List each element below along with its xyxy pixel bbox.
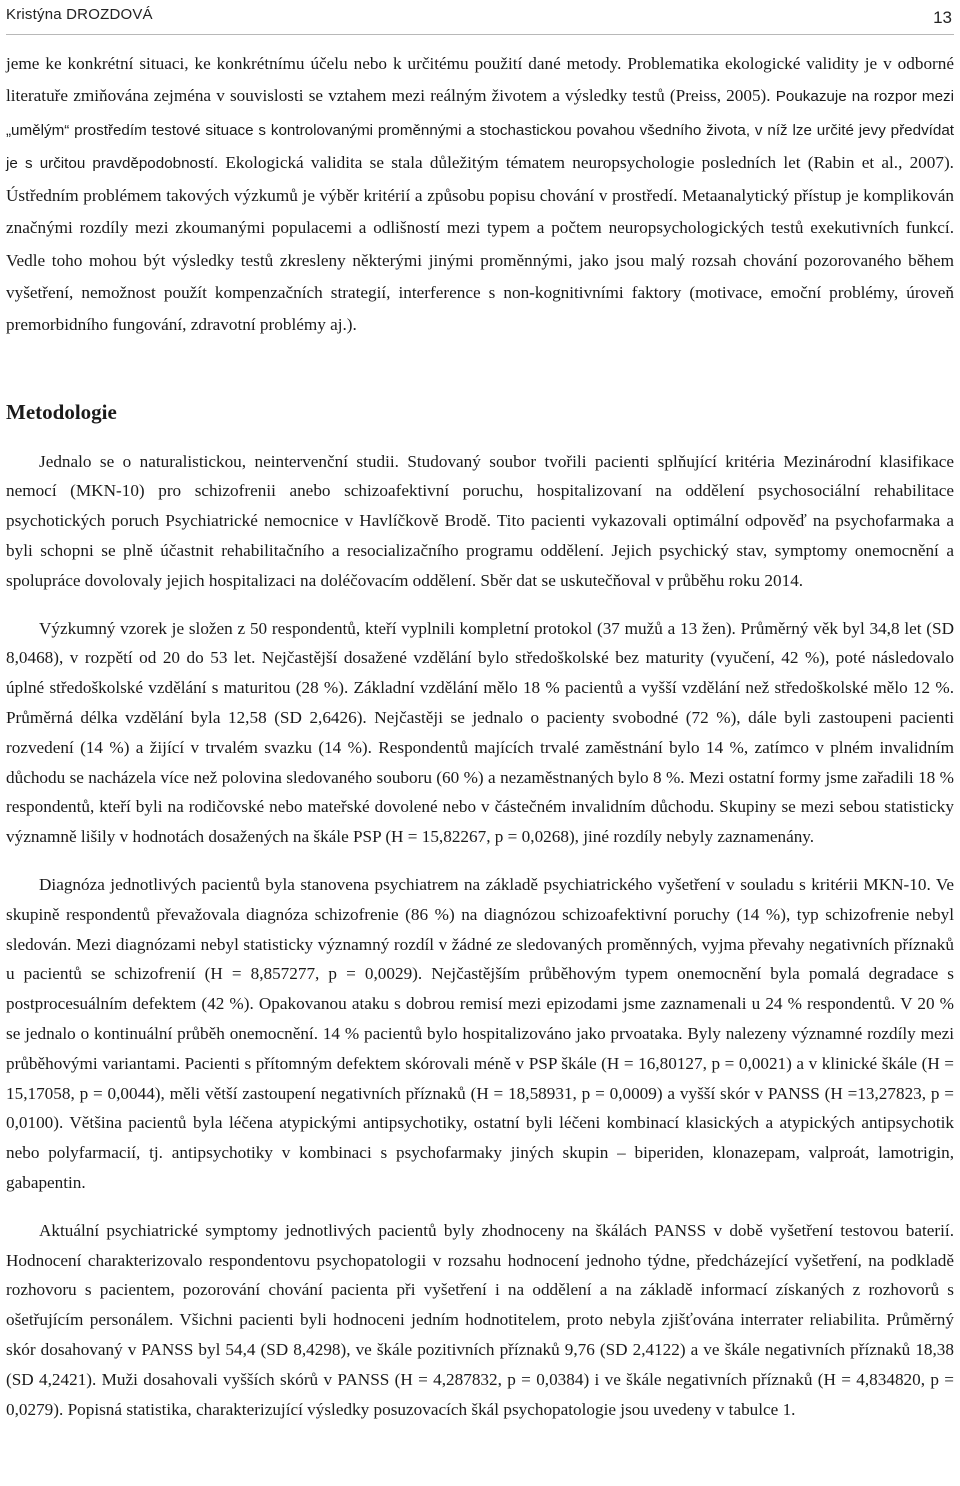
running-header-author: Kristýna DROZDOVÁ [6, 6, 153, 23]
intro-text-segment-1: jeme ke konkrétní situaci, ke konkrétnímu účelu nebo k určitému použití dané metody. Problematika ekologické validity je v odborné literatuře zmiňována zejména v souvislosti se vztahem mezi reálným životem a výsledky testů (Preiss, 2005). [6, 54, 954, 106]
page-number: 13 [933, 8, 952, 27]
page-body [6, 48, 954, 1424]
intro-text-segment-3: Ekologická validita se stala důležitým tématem neuropsychologie posledních let (Rabin et al., 2007). Ústředním problémem takových výzkumů je výběr kritérií a způsobu popisu chování v prostředí. Metaanalytický přístup je komplikován značnými rozdíly mezi zkoumanými populacemi a odlišností mezi typem a počtem neuropsychologických testů exekutivních funkcí. Vedle toho mohou být výsledky testů zkresleny některými jinými proměnnými, jako jsou malý rozsah chování pozorovaného během vyšetření, nemožnost použít kompenzačních strategií, interference s non-kognitivními faktory (motivace, emoční problémy, úroveň premorbidního fungování, zdravotní problémy aj.). [6, 152, 954, 335]
intro-paragraph [6, 48, 954, 342]
intro-text-segment-2: Poukazuje na rozpor mezi „umělým“ prostředím testové situace s kontrolovanými proměnnými a stochastickou povahou všedního života, v níž lze určité jevy předvídat je s určitou pravděpodobností. [6, 88, 954, 172]
section-heading: Metodologie [6, 399, 117, 424]
section-paragraph-3: Diagnóza jednotlivých pacientů byla stanovena psychiatrem na základě psychiatrického vyšetření v souladu s kritérii MKN-10. Ve skupině respondentů převažovala diagnóza schizofrenie (86 %) na diagnózou schizoafektivní poruchy (14 %), typ schizofrenie nebyl sledován. Mezi diagnózami nebyl statisticky významný rozdíl v žádné ze sledovaných proměnných, vyjma převahy negativních příznaků u pacientů se schizofrenií (H = 8,857277, p = 0,0029). Nejčastějším průběhovým typem onemocnění byla pomalá degradace s postprocesuálním defektem (42 %). Opakovanou ataku s dobrou remisí mezi epizodami jsme zaznamenali u 24 % respondentů. V 20 % se jednalo o kontinuální průběh onemocnění. 14 % pacientů bylo hospitalizováno jako prvoataka. Byly nalezeny významné rozdíly mezi průběhovými variantami. Pacienti s přítomným defektem skórovali méně v PSP škále (H = 16,80127, p = 0,0021) a v klinické škále (H = 15,17058, p = 0,0044), měli větší zastoupení negativních příznaků (H = 18,58931, p = 0,0009) a vyšší skór v PANSS (H =13,27823, p = 0,0100). Většina pacientů byla léčena atypickými antipsychotiky, ostatní byli léčeni kombinací klasických a atypických antipsychotik nebo polyfarmacií, tj. antipsychotiky v kombinaci s psychofarmaky jiných skupin – biperiden, klonazepam, valproát, lamotrigin, gabapentin. [6, 875, 954, 1192]
section-paragraph-1: Jednalo se o naturalistickou, neintervenční studii. Studovaný soubor tvořili pacienti splňující kritéria Mezinárodní klasifikace nemocí (MKN-10) pro schizofrenii anebo schizoafektivní poruchu, hospitalizovaní na oddělení psychosociální rehabilitace psychotických poruch Psychiatrické nemocnice v Havlíčkově Brodě. Tito pacienti vykazovali optimální odpověď na psychofarmaka a byli schopni se plně účastnit rehabilitačního a resocializačního programu oddělení. Jejich psychický stav, symptomy onemocnění a spolupráce dovolovaly jejich hospitalizaci na doléčovacím oddělení. Sběr dat se uskutečňoval v průběhu roku 2014. [6, 451, 954, 590]
section-paragraph-2: Výzkumný vzorek je složen z 50 respondentů, kteří vyplnili kompletní protokol (37 mužů a 13 žen). Průměrný věk byl 34,8 let (SD 8,0468), v rozpětí od 20 do 53 let. Nejčastější dosažené vzdělání bylo středoškolské bez maturity (vyučení, 42 %), poté následovalo úplné středoškolské vzdělání s maturitou (28 %). Základní vzdělání mělo 18 % pacientů a vyšší vzdělání než středoškolské mělo 12 %. Průměrná délka vzdělání byla 12,58 (SD 2,6426). Nejčastěji se jednalo o pacienty svobodné (72 %), dále byli zastoupeni pacienti rozvedení (14 %) a žijící v trvalém svazku (14 %). Respondentů majících trvalé zaměstnání bylo 14 %, zatímco v plném invalidním důchodu se nacházela více než polovina sledovaného souboru (60 %) a nezaměstnaných bylo 8 %. Mezi ostatní formy jsme zařadili 18 % respondentů, kteří byli na rodičovské nebo mateřské dovolené nebo v částečném invalidním důchodu. Skupiny se mezi sebou statisticky významně lišily v hodnotách dosažených na škále PSP (H = 15,82267, p = 0,0268), jiné rozdíly nebyly zaznamenány. [6, 618, 954, 847]
section-paragraph-4: Aktuální psychiatrické symptomy jednotlivých pacientů byly zhodnoceny na škálách PANSS v době vyšetření testovou baterií. Hodnocení charakterizovalo respondentovu psychopatologii v rozsahu hodnocení jednoho týdne, předcházející vyšetření, na podkladě rozhovoru s pacientem, pozorování chování pacienta při vyšetření i na oddělení a na základě informací získaných z rozhovorů s ošetřujícím personálem. Všichni pacienti byli hodnoceni jedním hodnotitelem, proto nebyla zjišťována interrater reliabilita. Průměrný skór dosahovaný v PANSS byl 54,4 (SD 8,4298), ve škále pozitivních příznaků 9,76 (SD 2,4122) a ve škále negativních příznaků 18,38 (SD 4,2421). Muži dosahovali vyšších skórů v PANSS (H = 4,287832, p = 0,0384) i ve škále negativních příznaků (H = 4,834820, p = 0,0279). Popisná statistika, charakterizující výsledky posuzovacích škál psychopatologie jsou uvedeny v tabulce 1. [6, 1220, 954, 1419]
running-header [6, 0, 954, 35]
